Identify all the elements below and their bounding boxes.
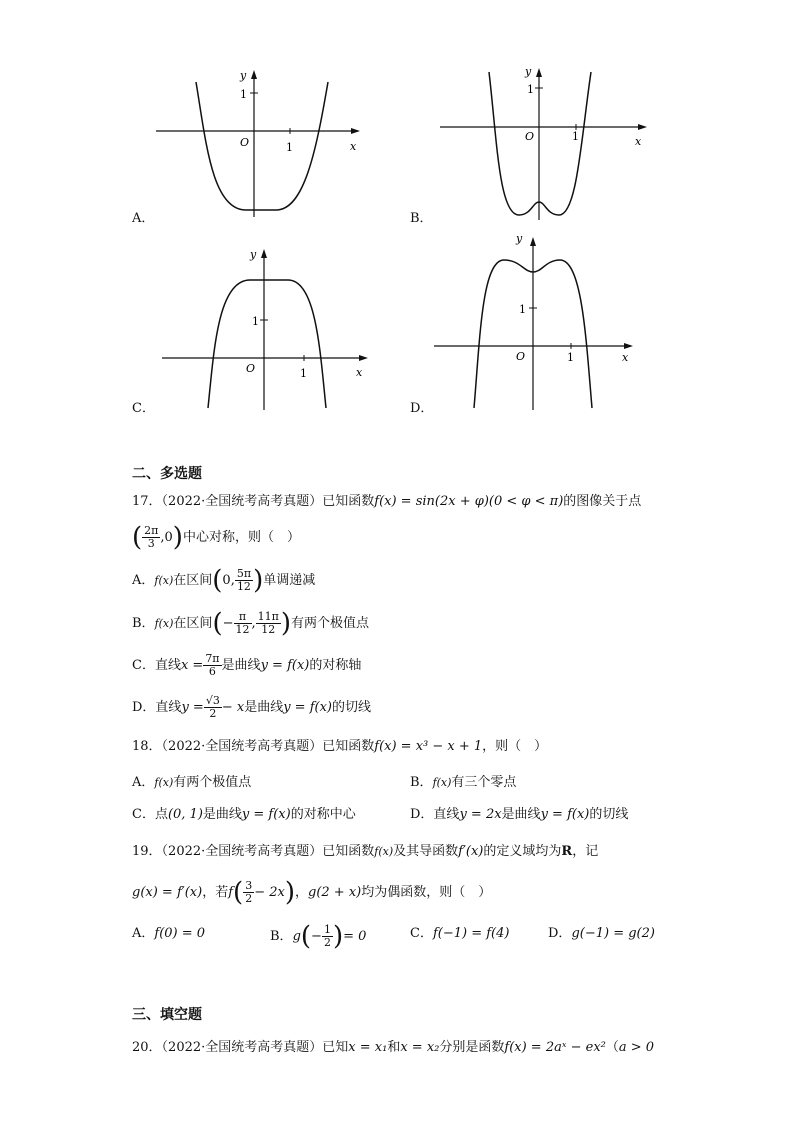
y-one-label: 1 xyxy=(527,83,534,96)
q19-optB-num: 1 xyxy=(323,923,331,936)
q18-optC-label: C．点 xyxy=(132,807,168,822)
q18-stem-a: 18．（2022·全国统考高考真题）已知函数 xyxy=(132,739,375,754)
y-one-label: 1 xyxy=(519,303,526,316)
q18-optD-b: 是曲线 xyxy=(501,807,541,822)
x-arrow-icon xyxy=(624,343,633,349)
q20-and: 和 xyxy=(387,1040,401,1055)
q19-g-def: g(x) = f′(x) xyxy=(132,885,203,900)
curve xyxy=(489,72,591,215)
q19-stem-2 xyxy=(132,877,492,908)
q19-f-arg-tail: − 2x xyxy=(254,885,285,900)
q18-optD-eq: y = f(x) xyxy=(540,807,590,822)
q18-optA-label: A． xyxy=(132,775,155,790)
graph-a xyxy=(150,62,370,222)
q17-optC-c: 的对称轴 xyxy=(309,658,362,673)
y-arrow-icon xyxy=(530,237,536,246)
q17-optB-hi-num: 11π xyxy=(257,610,279,623)
y-label: y xyxy=(240,69,247,82)
origin-label: O xyxy=(240,136,250,149)
q17-optB-lo-frac xyxy=(234,611,252,636)
q17-optC-label: C．直线 xyxy=(132,658,181,673)
q17-option-a[interactable] xyxy=(132,565,316,596)
origin-label: O xyxy=(246,362,256,375)
q17-optC-num: 7π xyxy=(205,652,220,665)
q19-optD-eq: g(−1) = g(2) xyxy=(571,926,655,941)
q19-option-a[interactable] xyxy=(132,924,205,944)
x-label: x xyxy=(622,351,629,364)
origin-label: O xyxy=(516,350,526,363)
q19-f-arg-frac xyxy=(243,880,254,905)
q19-R: R xyxy=(561,844,573,859)
q17-option-d[interactable] xyxy=(132,695,371,720)
x-arrow-icon xyxy=(638,124,647,130)
graph-d xyxy=(430,228,650,413)
y-arrow-icon xyxy=(251,70,257,79)
x-arrow-icon xyxy=(351,128,360,134)
q17-optA-c: 单调递减 xyxy=(263,573,316,588)
q19-optA-label: A． xyxy=(132,926,155,941)
q18-func: f(x) = x³ − x + 1 xyxy=(374,739,483,754)
q19-stem-b: 及其导函数 xyxy=(393,844,459,859)
q19-f1: f(x) xyxy=(374,845,394,858)
q19-stem-f: ， xyxy=(294,885,308,900)
q17-optB-lo-den: 12 xyxy=(235,623,250,636)
q18-optD-line: y = 2x xyxy=(459,807,502,822)
q19-g-arg: g(2 + x) xyxy=(308,885,362,900)
q17-optB-label: B． xyxy=(132,616,155,631)
q18-option-c[interactable] xyxy=(132,805,356,825)
q19-stem-e: ，若 xyxy=(202,885,229,900)
q18-option-b[interactable] xyxy=(410,773,516,793)
q17-optB-hi-frac xyxy=(256,611,281,636)
q18-optC-eq: y = f(x) xyxy=(241,807,291,822)
q18-option-a[interactable] xyxy=(132,773,251,793)
paren-open: ( xyxy=(300,921,312,952)
q20-x1: x = x₁ xyxy=(348,1040,388,1055)
q18-optA-f: f(x) xyxy=(154,776,174,789)
q17-point-tail: ,0 xyxy=(160,530,173,545)
y-label: y xyxy=(525,65,532,78)
q19-optB-eq: = 0 xyxy=(343,929,367,944)
q17-optC-x: x = xyxy=(180,658,204,673)
graph-d-label: D． xyxy=(410,401,434,416)
q19-stem-d: ，记 xyxy=(572,844,599,859)
curve xyxy=(208,280,326,408)
q19-stem-g: 均为偶函数，则（ ） xyxy=(361,885,492,900)
q17-optB-lo-num: π xyxy=(234,611,252,624)
q18-optC-b: 是曲线 xyxy=(202,807,242,822)
paren-close: ) xyxy=(332,921,344,952)
y-arrow-icon xyxy=(261,249,267,258)
q17-point-den: 3 xyxy=(147,537,155,550)
graph-c-label: C． xyxy=(132,401,155,416)
minus-sign: − xyxy=(311,929,322,944)
q17-optC-b: 是曲线 xyxy=(221,658,261,673)
q17-optB-hi-den: 12 xyxy=(261,623,276,636)
y-one-label: 1 xyxy=(252,315,259,328)
y-label: y xyxy=(250,248,257,261)
graph-c xyxy=(158,240,378,412)
q17-func: f(x) = sin(2x + φ)(0 < φ < π) xyxy=(374,494,564,509)
q17-optD-frac xyxy=(204,695,222,720)
q17-option-b[interactable] xyxy=(132,608,370,639)
q18-stem xyxy=(132,737,547,757)
q18-optA-b: 有两个极值点 xyxy=(173,775,252,790)
q17-optD-eq: y = f(x) xyxy=(283,700,332,715)
minus-sign: − xyxy=(222,616,234,631)
q17-optA-den: 12 xyxy=(236,580,251,593)
q17-optD-label: D．直线 xyxy=(132,700,182,715)
paren-open: ( xyxy=(212,565,223,596)
origin-label: O xyxy=(525,130,535,143)
x-one-label: 1 xyxy=(572,130,579,143)
y-one-label: 1 xyxy=(240,88,247,101)
q17-optB-b: 在区间 xyxy=(173,616,213,631)
q18-optB-f: f(x) xyxy=(432,776,452,789)
q17-optC-eq: y = f(x) xyxy=(260,658,310,673)
x-label: x xyxy=(356,366,363,379)
q17-optC-den: 6 xyxy=(208,665,216,678)
q19-optA-eq: f(0) = 0 xyxy=(154,926,206,941)
q17-optD-c: 的切线 xyxy=(332,700,372,715)
q19-optC-eq: f(−1) = f(4) xyxy=(432,926,510,941)
q18-optD-label: D．直线 xyxy=(410,807,460,822)
q20-stem-b: 分别是函数 xyxy=(439,1040,505,1055)
q18-optB-b: 有三个零点 xyxy=(451,775,517,790)
q17-option-c[interactable] xyxy=(132,653,361,678)
q19-optC-label: C． xyxy=(410,926,433,941)
y-label: y xyxy=(516,232,523,245)
q19-stem-a: 19．（2022·全国统考高考真题）已知函数 xyxy=(132,844,375,859)
q19-option-b[interactable] xyxy=(270,921,367,952)
q19-option-c[interactable] xyxy=(410,924,509,944)
graph-b-label: B． xyxy=(410,211,433,226)
q18-optC-pt: (0, 1) xyxy=(167,807,203,822)
q19-f2: f′(x) xyxy=(458,844,484,859)
q17-optD-y: y = xyxy=(181,700,204,715)
q17-stem-c: 中心对称，则（ ） xyxy=(182,530,300,545)
q17-optD-num: √3 xyxy=(205,694,220,707)
q17-optD-den: 2 xyxy=(209,707,217,720)
q18-optB-label: B． xyxy=(410,775,433,790)
paren-open: ( xyxy=(132,522,143,553)
q19-optB-frac xyxy=(322,924,333,949)
x-arrow-icon xyxy=(359,355,368,361)
q17-optA-f: f(x) xyxy=(154,574,174,587)
q17-optB-f: f(x) xyxy=(154,617,174,630)
q20-cond: a > 0 xyxy=(618,1040,655,1055)
q19-optD-label: D． xyxy=(548,926,572,941)
q17-optA-num: 5π xyxy=(236,567,252,580)
graph-b xyxy=(435,60,655,225)
q19-f-arg-f: f xyxy=(228,885,234,900)
q19-stem xyxy=(132,842,598,862)
q19-option-d[interactable] xyxy=(548,924,655,944)
q17-stem-2 xyxy=(132,522,300,553)
section-title-multiple-choice: 二、多选题 xyxy=(132,466,202,482)
q20-x2: x = x₂ xyxy=(400,1040,440,1055)
graph-a-label: A． xyxy=(132,211,155,226)
q17-optA-frac xyxy=(235,568,253,593)
paren-open: ( xyxy=(212,608,223,639)
q17-optA-lo: 0, xyxy=(222,573,235,588)
q20-stem-a: 20．（2022·全国统考高考真题）已知 xyxy=(132,1040,349,1055)
q19-stem-c: 的定义域均为 xyxy=(483,844,562,859)
q17-optD-b: 是曲线 xyxy=(244,700,284,715)
q17-stem-a: 17．（2022·全国统考高考真题）已知函数 xyxy=(132,494,375,509)
q17-point-num: 2π xyxy=(144,524,159,537)
q17-optD-tail: − x xyxy=(221,700,245,715)
paren-close: ) xyxy=(172,522,183,553)
q19-optB-g: g xyxy=(292,929,301,944)
q18-optC-c: 的对称中心 xyxy=(290,807,356,822)
q17-optB-c: 有两个极值点 xyxy=(291,616,370,631)
x-one-label: 1 xyxy=(286,141,293,154)
y-arrow-icon xyxy=(536,68,542,77)
x-label: x xyxy=(350,140,357,153)
q17-optA-label: A． xyxy=(132,573,155,588)
x-one-label: 1 xyxy=(567,351,574,364)
q17-point-frac xyxy=(142,525,160,550)
q20-stem-c: （ xyxy=(605,1040,619,1055)
paren-close: ) xyxy=(284,877,295,908)
q19-optB-label: B． xyxy=(270,929,293,944)
q18-optD-c: 的切线 xyxy=(589,807,629,822)
q18-stem-b: ，则（ ） xyxy=(482,739,548,754)
q17-stem xyxy=(132,492,641,512)
q17-stem-b: 的图像关于点 xyxy=(563,494,642,509)
q17-optC-frac xyxy=(203,653,221,678)
q20-stem xyxy=(132,1038,654,1058)
paren-close: ) xyxy=(253,565,264,596)
curve xyxy=(196,82,328,210)
q17-optA-b: 在区间 xyxy=(173,573,213,588)
x-one-label: 1 xyxy=(300,367,307,380)
q19-f-arg-den: 2 xyxy=(245,892,253,905)
section-title-fill-in: 三、填空题 xyxy=(132,1007,202,1023)
q19-f-arg-num: 3 xyxy=(245,879,253,892)
paren-close: ) xyxy=(280,608,292,639)
paren-open: ( xyxy=(233,877,244,908)
q18-option-d[interactable] xyxy=(410,805,628,825)
q20-func: f(x) = 2aˣ − ex² xyxy=(504,1040,606,1055)
q19-optB-den: 2 xyxy=(323,936,331,949)
x-label: x xyxy=(635,135,642,148)
comma: , xyxy=(251,616,256,631)
